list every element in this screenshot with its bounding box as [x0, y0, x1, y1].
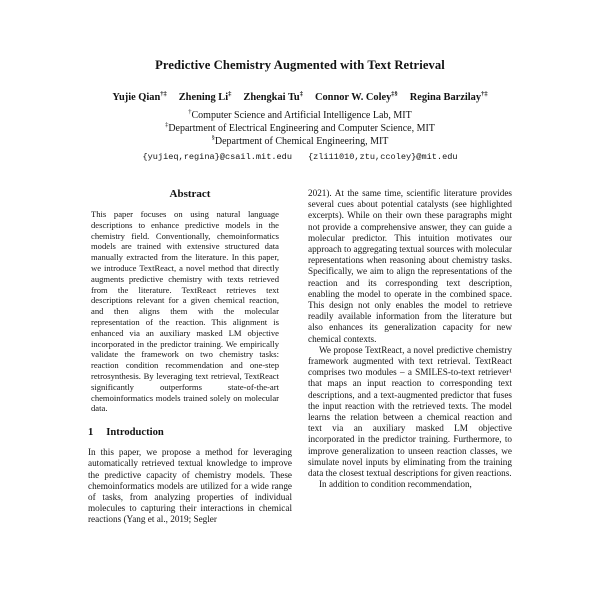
affiliation-mark: ‡ [165, 121, 169, 129]
abstract-heading: Abstract [169, 188, 211, 200]
abstract-text: This paper focuses on using natural language descriptions to enhance predictive models in the chemistry field. Conventionally, chemoinformatics models are trained with extensive structured data manually extracted from the literature. In this paper, we introduce TextReact, a novel method that directly augments predictive chemistry with texts retrieved from the literature. TextReact retrieves text descriptions relevant for a given chemical reaction, and then aligns them with the molecular representation of the reaction. This alignment is enhanced via an auxiliary masked LM objective incorporated in the predictor training. We empirically validate the framework on two chemistry tasks: reaction condition recommendation and one-step retrosynthesis. By leveraging text retrieval, TextReact significantly outperforms state-of-the-art chemoinformatics models trained solely on molecular data. [91, 209, 279, 414]
author-name: Zhengkai Tu‡ [243, 90, 303, 103]
right-column [308, 188, 512, 526]
affiliation-block [88, 109, 512, 148]
left-column [88, 188, 292, 526]
author-name: Zhening Li‡ [178, 90, 232, 103]
author-name: Connor W. Coley‡§ [314, 90, 398, 103]
author-affiliation-mark: ‡§ [391, 90, 398, 98]
author-line [88, 92, 512, 103]
section-heading-introduction [88, 427, 292, 438]
intro-paragraph: In this paper, we propose a method for leveraging automatically retrieved textual knowledge to improve the predictive capacity of chemistry models. These chemoinformatics models are utilized for a wide range of tasks, from analyzing properties of individual molecules to capturing their interactions in chemical reactions (Yang et al., 2019; Segler [88, 447, 292, 525]
affiliation-mark: † [188, 108, 192, 116]
email-address: {yujieq,regina}@csail.mit.edu [142, 152, 292, 162]
body-paragraph: We propose TextReact, a novel predictive chemistry framework augmented with text retrieval. TextReact comprises two modules – a SMILES-to-text retriever¹ that maps an input reaction to corresponding text descriptions, and a text-augmented predictor that fuses the input reaction with the retrieved texts. The model learns the relation between a chemical reaction and text via an auxiliary masked LM objective incorporated in the predictor training. Furthermore, to improve generalization to unseen reaction classes, we simulate novel inputs by eliminating from the training data the closest textual descriptions for given reactions. [308, 344, 512, 479]
author-affiliation-mark: ‡ [299, 90, 303, 98]
affiliation-mark: § [211, 134, 215, 142]
email-line [88, 152, 512, 162]
affiliation-line: §Department of Chemical Engineering, MIT [211, 134, 389, 147]
affiliation-line: †Computer Science and Artificial Intelligence Lab, MIT [188, 108, 412, 121]
paper-title: Predictive Chemistry Augmented with Text Retrieval [155, 58, 445, 72]
author-affiliation-mark: ‡ [228, 90, 232, 98]
author-affiliation-mark: †‡ [160, 90, 167, 98]
section-number: 1 [88, 427, 94, 439]
affiliation-line: ‡Department of Electrical Engineering and Computer Science, MIT [165, 121, 435, 134]
body-paragraph: 2021). At the same time, scientific literature provides several cues about potential catalysts (see highlighted excerpts). While on their own these paragraphs might not provide a comprehensive answer, they can guide a molecular predictor. This intuition motivates our approach to aggregating textual sources with molecular representations when reasoning about chemistry tasks. Specifically, we aim to align the representations of the reaction and its corresponding text description, enabling the model to operate in the combined space. This design not only enables the model to retrieve readily available information from the literature but also enhances its generalization capacity for new chemical contexts. [308, 188, 512, 344]
author-name: Yujie Qian†‡ [112, 90, 167, 103]
body-paragraph: In addition to condition recommendation, [319, 479, 472, 490]
author-affiliation-mark: †‡ [481, 90, 488, 98]
email-address: {zli11010,ztu,ccoley}@mit.edu [308, 152, 458, 162]
section-title: Introduction [106, 427, 164, 439]
author-name: Regina Barzilay†‡ [409, 90, 488, 103]
two-column-body [88, 188, 512, 526]
